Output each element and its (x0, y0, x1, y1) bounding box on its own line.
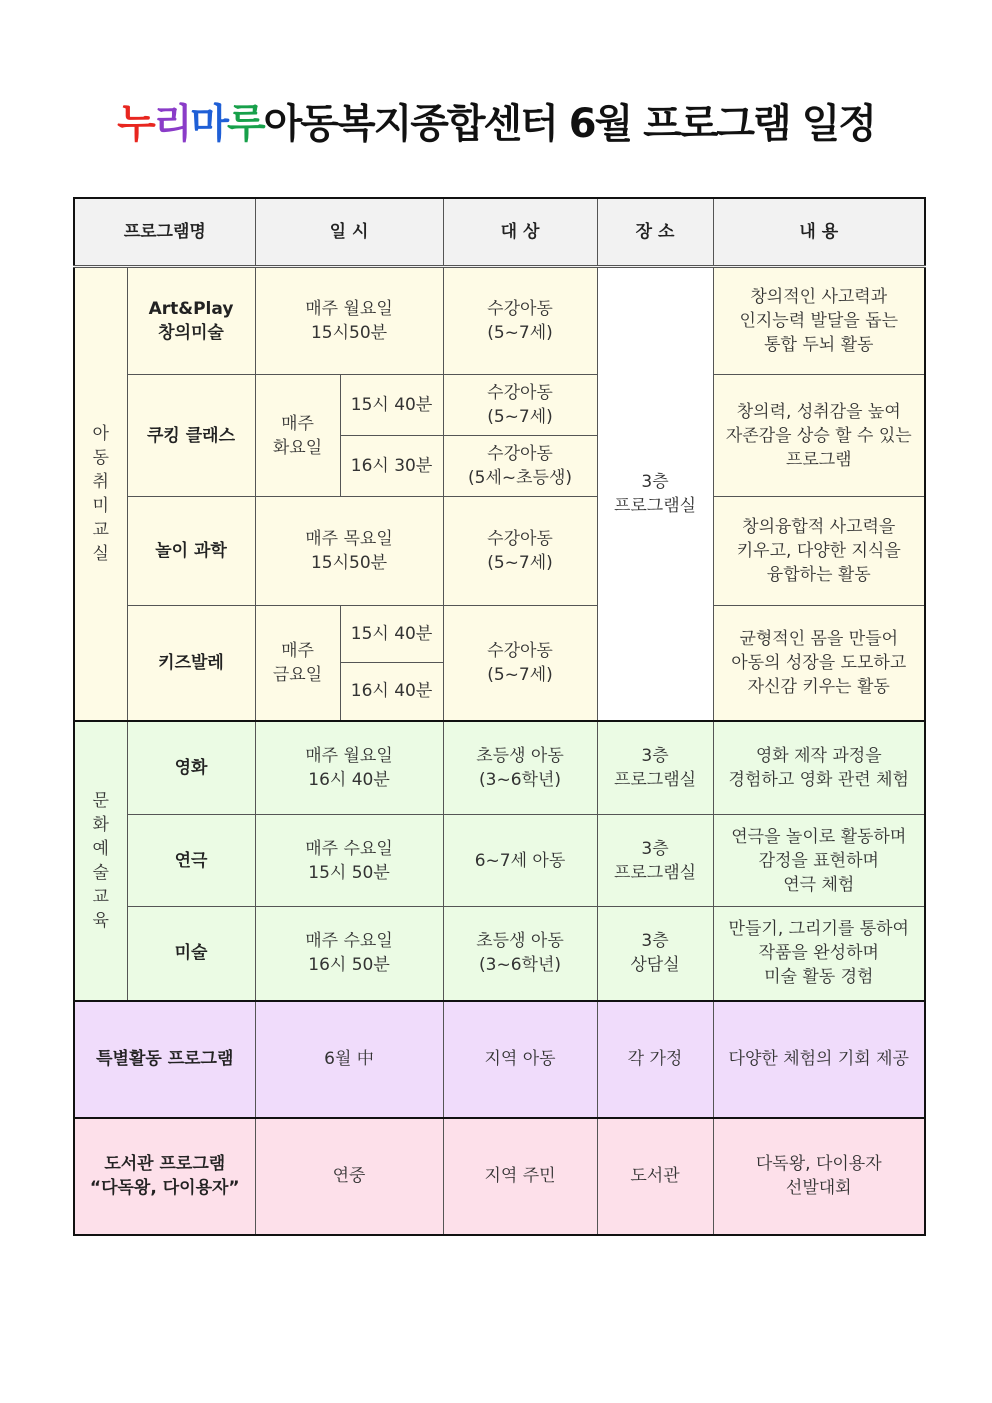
header-content: 내 용 (713, 198, 925, 267)
program-content: 창의적인 사고력과 인지능력 발달을 돕는 통합 두뇌 활동 (713, 267, 925, 375)
program-time: 매주 월요일 15시50분 (255, 267, 443, 375)
program-time: 6월 中 (255, 1001, 443, 1118)
program-name: 키즈발레 (127, 606, 255, 721)
program-time: 15시 40분 (340, 375, 443, 436)
program-location: 3층 프로그램실 (597, 721, 713, 815)
program-time: 매주 월요일 16시 40분 (255, 721, 443, 815)
program-time: 매주 목요일 15시50분 (255, 497, 443, 606)
table-row (74, 907, 925, 1001)
program-content: 만들기, 그리기를 통하여 작품을 완성하며 미술 활동 경험 (713, 907, 925, 1001)
program-target: 수강아동 (5~7세) (443, 267, 597, 375)
program-name: 연극 (127, 815, 255, 907)
brand-logo: 누리마루 (117, 101, 264, 147)
program-location: 각 가정 (597, 1001, 713, 1118)
program-target: 초등생 아동 (3~6학년) (443, 907, 597, 1001)
program-time: 매주 수요일 16시 50분 (255, 907, 443, 1001)
program-content: 영화 제작 과정을 경험하고 영화 관련 체험 (713, 721, 925, 815)
program-target: 수강아동 (5세~초등생) (443, 436, 597, 497)
program-time: 매주 수요일 15시 50분 (255, 815, 443, 907)
program-content: 연극을 놀이로 활동하며 감정을 표현하며 연극 체험 (713, 815, 925, 907)
group-label-hobby: 아 동 취 미 교 실 (74, 267, 127, 721)
schedule-table (73, 197, 926, 1236)
program-target: 지역 아동 (443, 1001, 597, 1118)
program-time: 연중 (255, 1118, 443, 1235)
program-name: 쿠킹 클래스 (127, 375, 255, 497)
program-target: 지역 주민 (443, 1118, 597, 1235)
header-target: 대 상 (443, 198, 597, 267)
table-row (74, 267, 925, 375)
program-time: 16시 30분 (340, 436, 443, 497)
table-row (74, 606, 925, 663)
program-day: 매주 금요일 (255, 606, 340, 721)
page-title (0, 92, 992, 149)
header-program: 프로그램명 (74, 198, 255, 267)
header-row (74, 198, 925, 267)
table-row (74, 375, 925, 436)
program-target: 수강아동 (5~7세) (443, 375, 597, 436)
title-text: 아동복지종합센터 6월 프로그램 일정 (263, 101, 875, 147)
program-name: 도서관 프로그램 “다독왕, 다이용자” (74, 1118, 255, 1235)
program-time: 16시 40분 (340, 663, 443, 721)
program-content: 창의융합적 사고력을 키우고, 다양한 지식을 융합하는 활동 (713, 497, 925, 606)
program-target: 수강아동 (5~7세) (443, 606, 597, 721)
program-content: 균형적인 몸을 만들어 아동의 성장을 도모하고 자신감 키우는 활동 (713, 606, 925, 721)
program-location: 3층 프로그램실 (597, 815, 713, 907)
program-time: 15시 40분 (340, 606, 443, 663)
table-row-special (74, 1001, 925, 1118)
table-row (74, 815, 925, 907)
table-row (74, 721, 925, 815)
program-content: 창의력, 성취감을 높여 자존감을 상승 할 수 있는 프로그램 (713, 375, 925, 497)
program-name: 특별활동 프로그램 (74, 1001, 255, 1118)
program-day: 매주 화요일 (255, 375, 340, 497)
program-name: 놀이 과학 (127, 497, 255, 606)
program-name: 영화 (127, 721, 255, 815)
program-content: 다양한 체험의 기회 제공 (713, 1001, 925, 1118)
program-target: 초등생 아동 (3~6학년) (443, 721, 597, 815)
header-datetime: 일 시 (255, 198, 443, 267)
program-content: 다독왕, 다이용자 선발대회 (713, 1118, 925, 1235)
program-location: 3층 상담실 (597, 907, 713, 1001)
program-target: 6~7세 아동 (443, 815, 597, 907)
table-row-library (74, 1118, 925, 1235)
header-location: 장 소 (597, 198, 713, 267)
program-name: Art&Play 창의미술 (127, 267, 255, 375)
group-label-arts: 문 화 예 술 교 육 (74, 721, 127, 1001)
program-location: 도서관 (597, 1118, 713, 1235)
table-row (74, 497, 925, 606)
program-name: 미술 (127, 907, 255, 1001)
program-location-shared: 3층 프로그램실 (597, 267, 713, 721)
program-target: 수강아동 (5~7세) (443, 497, 597, 606)
